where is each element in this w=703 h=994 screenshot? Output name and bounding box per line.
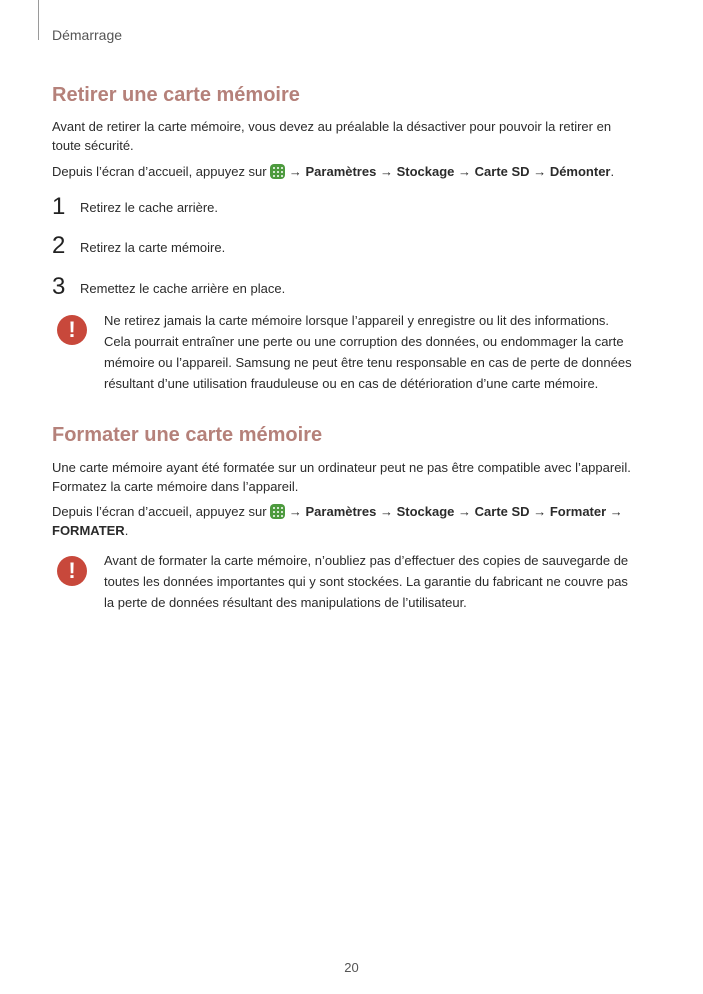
path-item-formater-confirm: FORMATER: [52, 523, 125, 538]
remove-intro-line1: Avant de retirer la carte mémoire, vous devez au préalable la désactiver pour pouvoir la retirer en: [52, 119, 612, 134]
warning-line: la perte de données résultant des manipulations de l’utilisateur.: [104, 595, 467, 610]
path-arrow: →: [609, 504, 623, 519]
path-item-stockage: Stockage: [396, 164, 455, 179]
path-item-carte-sd: Carte SD: [474, 164, 530, 179]
path-arrow: →: [379, 164, 393, 179]
format-path-prefix: Depuis l’écran d’accueil, appuyez sur: [52, 504, 267, 519]
remove-intro-line2: toute sécurité.: [52, 138, 134, 153]
section-header: Démarrage: [52, 27, 123, 43]
step-number: 1: [52, 193, 66, 220]
path-item-parametres: Paramètres: [305, 504, 377, 519]
path-arrow: →: [288, 504, 302, 519]
page-number: 20: [344, 960, 359, 975]
format-intro-line2: Formatez la carte mémoire dans l’appareil.: [52, 479, 299, 494]
apps-grid-icon: [270, 164, 285, 179]
exclamation-icon: !: [57, 315, 87, 345]
format-intro-line1: Une carte mémoire ayant été formatée sur un ordinateur peut ne pas être compatible avec l’appareil.: [52, 460, 631, 475]
path-item-stockage: Stockage: [396, 504, 455, 519]
remove-intro: [52, 117, 652, 155]
path-item-parametres: Paramètres: [305, 164, 377, 179]
step-number: 2: [52, 232, 66, 259]
format-intro: [52, 458, 652, 496]
warning-line: Avant de formater la carte mémoire, n’oubliez pas d’effectuer des copies de sauvegarde de: [104, 553, 629, 568]
step-text: Retirez la carte mémoire.: [80, 240, 226, 255]
remove-warning: [104, 310, 652, 394]
path-item-carte-sd: Carte SD: [474, 504, 530, 519]
path-arrow: →: [379, 504, 393, 519]
warning-line: mémoire ou l’appareil. Samsung ne peut être tenu responsable en cas de perte de données: [104, 355, 632, 370]
format-warning: [104, 550, 652, 613]
path-arrow: →: [288, 164, 302, 179]
remove-path-prefix: Depuis l’écran d’accueil, appuyez sur: [52, 164, 267, 179]
path-end: .: [610, 164, 615, 179]
step-text: Remettez le cache arrière en place.: [80, 281, 286, 296]
path-arrow: →: [458, 164, 472, 179]
apps-grid-icon: [270, 504, 285, 519]
path-item-formater: Formater: [549, 504, 607, 519]
exclamation-icon: !: [57, 556, 87, 586]
path-arrow: →: [533, 504, 547, 519]
header-rule: [38, 0, 39, 40]
warning-line: Ne retirez jamais la carte mémoire lorsque l’appareil y enregistre ou lit des informations.: [104, 313, 610, 328]
path-arrow: →: [458, 504, 472, 519]
section-title-remove: Retirer une carte mémoire: [52, 84, 300, 106]
path-item-demonter: Démonter: [549, 164, 611, 179]
path-end: .: [124, 523, 129, 538]
step-text: Retirez le cache arrière.: [80, 200, 218, 215]
path-arrow: →: [533, 164, 547, 179]
warning-line: résultant d’une utilisation frauduleuse ou en cas de détérioration d’une carte mémoire.: [104, 376, 599, 391]
format-path: [52, 502, 652, 540]
step-number: 3: [52, 273, 66, 300]
section-title-format: Formater une carte mémoire: [52, 424, 323, 446]
warning-line: Cela pourrait entraîner une perte ou une corruption des données, ou endommager la carte: [104, 334, 624, 349]
warning-line: toutes les données importantes qui y sont stockées. La garantie du fabricant ne couvre pas: [104, 574, 628, 589]
remove-path: [52, 162, 652, 181]
